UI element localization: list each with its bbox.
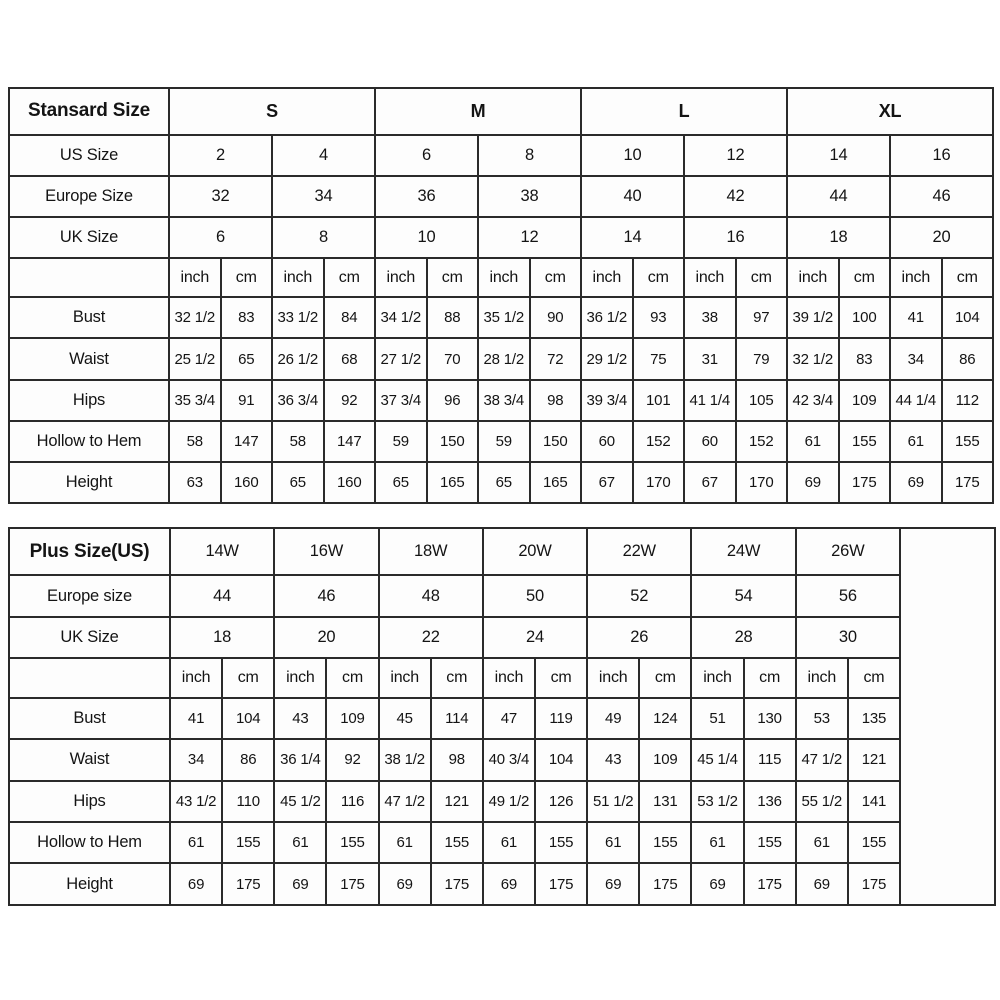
size-value-cell: 52 (587, 575, 691, 616)
measurement-value-cell: 31 (684, 338, 736, 379)
measurement-label: Bust (9, 698, 170, 739)
measurement-value-cell: 155 (744, 822, 796, 863)
size-value-cell: 30 (796, 617, 900, 658)
measurement-label: Hollow to Hem (9, 421, 169, 462)
table-corner-label: Stansard Size (9, 88, 169, 135)
measurement-value-cell: 96 (427, 380, 479, 421)
unit-header-inch: inch (379, 658, 431, 697)
measurement-value-cell: 26 1/2 (272, 338, 324, 379)
unit-header-inch: inch (170, 658, 222, 697)
measurement-value-cell: 32 1/2 (169, 297, 221, 338)
measurement-value-cell: 53 1/2 (691, 781, 743, 822)
measurement-value-cell: 61 (691, 822, 743, 863)
measurement-value-cell: 83 (221, 297, 273, 338)
measurement-value-cell: 75 (633, 338, 685, 379)
row-label: UK Size (9, 217, 169, 258)
measurement-value-cell: 53 (796, 698, 848, 739)
size-value-cell: 6 (169, 217, 272, 258)
measurement-value-cell: 61 (483, 822, 535, 863)
measurement-value-cell: 100 (839, 297, 891, 338)
measurement-value-cell: 65 (221, 338, 273, 379)
size-value-cell: 40 (581, 176, 684, 217)
measurement-value-cell: 147 (221, 421, 273, 462)
measurement-value-cell: 155 (535, 822, 587, 863)
table-corner-label: Plus Size(US) (9, 528, 170, 575)
measurement-value-cell: 65 (272, 462, 324, 503)
measurement-label: Height (9, 462, 169, 503)
row-label: UK Size (9, 617, 170, 658)
unit-header-inch: inch (787, 258, 839, 297)
size-group-header: S (169, 88, 375, 135)
size-value-cell: 14 (581, 217, 684, 258)
measurement-value-cell: 35 1/2 (478, 297, 530, 338)
measurement-value-cell: 112 (942, 380, 994, 421)
measurement-value-cell: 152 (633, 421, 685, 462)
measurement-value-cell: 175 (222, 863, 274, 905)
unit-header-inch: inch (169, 258, 221, 297)
measurement-value-cell: 36 3/4 (272, 380, 324, 421)
unit-header-cm: cm (222, 658, 274, 697)
measurement-value-cell: 150 (530, 421, 582, 462)
unit-header-cm: cm (221, 258, 273, 297)
size-group-header: 18W (379, 528, 483, 575)
size-group-header: 26W (796, 528, 900, 575)
size-value-cell: 20 (890, 217, 993, 258)
measurement-value-cell: 42 3/4 (787, 380, 839, 421)
size-value-cell: 8 (272, 217, 375, 258)
measurement-value-cell: 65 (478, 462, 530, 503)
unit-header-inch: inch (890, 258, 942, 297)
measurement-value-cell: 49 (587, 698, 639, 739)
measurement-label: Waist (9, 739, 170, 780)
measurement-value-cell: 104 (535, 739, 587, 780)
measurement-value-cell: 114 (431, 698, 483, 739)
measurement-value-cell: 63 (169, 462, 221, 503)
measurement-value-cell: 121 (848, 739, 900, 780)
measurement-value-cell: 97 (736, 297, 788, 338)
measurement-value-cell: 59 (478, 421, 530, 462)
size-value-cell: 46 (890, 176, 993, 217)
size-group-header: L (581, 88, 787, 135)
measurement-value-cell: 79 (736, 338, 788, 379)
measurement-value-cell: 49 1/2 (483, 781, 535, 822)
measurement-value-cell: 104 (942, 297, 994, 338)
size-value-cell: 28 (691, 617, 795, 658)
measurement-value-cell: 61 (796, 822, 848, 863)
measurement-value-cell: 51 1/2 (587, 781, 639, 822)
measurement-value-cell: 175 (535, 863, 587, 905)
measurement-value-cell: 165 (427, 462, 479, 503)
size-value-cell: 48 (379, 575, 483, 616)
measurement-value-cell: 35 3/4 (169, 380, 221, 421)
measurement-label: Height (9, 863, 170, 905)
measurement-value-cell: 84 (324, 297, 376, 338)
measurement-value-cell: 69 (274, 863, 326, 905)
measurement-value-cell: 38 3/4 (478, 380, 530, 421)
measurement-value-cell: 34 (890, 338, 942, 379)
measurement-value-cell: 92 (326, 739, 378, 780)
unit-header-cm: cm (848, 658, 900, 697)
size-value-cell: 12 (684, 135, 787, 176)
measurement-value-cell: 147 (324, 421, 376, 462)
measurement-value-cell: 34 (170, 739, 222, 780)
size-group-header: 22W (587, 528, 691, 575)
measurement-value-cell: 105 (736, 380, 788, 421)
unit-header-cm: cm (942, 258, 994, 297)
measurement-value-cell: 170 (633, 462, 685, 503)
measurement-value-cell: 59 (375, 421, 427, 462)
unit-header-inch: inch (274, 658, 326, 697)
measurement-value-cell: 136 (744, 781, 796, 822)
unit-header-inch: inch (375, 258, 427, 297)
measurement-value-cell: 34 1/2 (375, 297, 427, 338)
measurement-value-cell: 155 (222, 822, 274, 863)
measurement-value-cell: 175 (848, 863, 900, 905)
size-group-header: 16W (274, 528, 378, 575)
size-value-cell: 26 (587, 617, 691, 658)
unit-header-cm: cm (839, 258, 891, 297)
measurement-value-cell: 60 (684, 421, 736, 462)
measurement-value-cell: 37 3/4 (375, 380, 427, 421)
measurement-value-cell: 175 (639, 863, 691, 905)
measurement-value-cell: 39 3/4 (581, 380, 633, 421)
measurement-value-cell: 58 (272, 421, 324, 462)
unit-header-cm: cm (427, 258, 479, 297)
size-value-cell: 2 (169, 135, 272, 176)
measurement-value-cell: 175 (744, 863, 796, 905)
size-value-cell: 12 (478, 217, 581, 258)
size-value-cell: 10 (375, 217, 478, 258)
measurement-value-cell: 152 (736, 421, 788, 462)
measurement-value-cell: 141 (848, 781, 900, 822)
measurement-value-cell: 69 (890, 462, 942, 503)
measurement-value-cell: 70 (427, 338, 479, 379)
unit-header-inch: inch (796, 658, 848, 697)
measurement-value-cell: 41 (890, 297, 942, 338)
size-value-cell: 16 (684, 217, 787, 258)
unit-header-cm: cm (324, 258, 376, 297)
size-value-cell: 36 (375, 176, 478, 217)
measurement-value-cell: 55 1/2 (796, 781, 848, 822)
measurement-value-cell: 109 (839, 380, 891, 421)
measurement-value-cell: 104 (222, 698, 274, 739)
measurement-value-cell: 160 (221, 462, 273, 503)
measurement-label: Hips (9, 380, 169, 421)
size-value-cell: 50 (483, 575, 587, 616)
unit-header-inch: inch (483, 658, 535, 697)
measurement-value-cell: 67 (581, 462, 633, 503)
measurement-value-cell: 40 3/4 (483, 739, 535, 780)
size-value-cell: 46 (274, 575, 378, 616)
size-value-cell: 10 (581, 135, 684, 176)
size-value-cell: 44 (787, 176, 890, 217)
measurement-value-cell: 93 (633, 297, 685, 338)
measurement-value-cell: 45 1/4 (691, 739, 743, 780)
measurement-value-cell: 45 (379, 698, 431, 739)
measurement-value-cell: 155 (839, 421, 891, 462)
measurement-value-cell: 69 (796, 863, 848, 905)
measurement-value-cell: 110 (222, 781, 274, 822)
measurement-value-cell: 150 (427, 421, 479, 462)
size-value-cell: 34 (272, 176, 375, 217)
unit-header-cm: cm (639, 658, 691, 697)
blank-corner-cell (9, 658, 170, 697)
measurement-value-cell: 44 1/4 (890, 380, 942, 421)
unit-header-inch: inch (691, 658, 743, 697)
measurement-value-cell: 121 (431, 781, 483, 822)
size-value-cell: 22 (379, 617, 483, 658)
measurement-value-cell: 43 (587, 739, 639, 780)
measurement-value-cell: 43 (274, 698, 326, 739)
measurement-value-cell: 61 (587, 822, 639, 863)
measurement-value-cell: 116 (326, 781, 378, 822)
measurement-value-cell: 61 (787, 421, 839, 462)
row-label: Europe Size (9, 176, 169, 217)
measurement-value-cell: 69 (483, 863, 535, 905)
measurement-value-cell: 86 (222, 739, 274, 780)
measurement-value-cell: 28 1/2 (478, 338, 530, 379)
measurement-value-cell: 91 (221, 380, 273, 421)
unit-header-cm: cm (431, 658, 483, 697)
measurement-value-cell: 69 (787, 462, 839, 503)
measurement-value-cell: 68 (324, 338, 376, 379)
measurement-label: Hips (9, 781, 170, 822)
measurement-value-cell: 61 (274, 822, 326, 863)
measurement-value-cell: 27 1/2 (375, 338, 427, 379)
size-value-cell: 56 (796, 575, 900, 616)
measurement-value-cell: 175 (839, 462, 891, 503)
size-group-header: XL (787, 88, 993, 135)
measurement-value-cell: 160 (324, 462, 376, 503)
size-value-cell: 8 (478, 135, 581, 176)
measurement-value-cell: 88 (427, 297, 479, 338)
measurement-value-cell: 38 (684, 297, 736, 338)
unit-header-cm: cm (736, 258, 788, 297)
size-value-cell: 38 (478, 176, 581, 217)
plus-size-table (8, 527, 996, 906)
size-value-cell: 20 (274, 617, 378, 658)
measurement-value-cell: 115 (744, 739, 796, 780)
unit-header-inch: inch (272, 258, 324, 297)
measurement-label: Bust (9, 297, 169, 338)
measurement-value-cell: 175 (326, 863, 378, 905)
measurement-value-cell: 72 (530, 338, 582, 379)
measurement-value-cell: 124 (639, 698, 691, 739)
measurement-value-cell: 43 1/2 (170, 781, 222, 822)
row-label: Europe size (9, 575, 170, 616)
measurement-value-cell: 41 1/4 (684, 380, 736, 421)
measurement-value-cell: 83 (839, 338, 891, 379)
measurement-value-cell: 36 1/2 (581, 297, 633, 338)
measurement-value-cell: 69 (691, 863, 743, 905)
measurement-value-cell: 69 (170, 863, 222, 905)
unit-header-inch: inch (587, 658, 639, 697)
measurement-value-cell: 61 (890, 421, 942, 462)
measurement-value-cell: 47 1/2 (379, 781, 431, 822)
unit-header-inch: inch (581, 258, 633, 297)
measurement-value-cell: 155 (326, 822, 378, 863)
measurement-value-cell: 130 (744, 698, 796, 739)
measurement-value-cell: 109 (326, 698, 378, 739)
measurement-label: Hollow to Hem (9, 822, 170, 863)
measurement-value-cell: 61 (170, 822, 222, 863)
measurement-value-cell: 175 (942, 462, 994, 503)
measurement-value-cell: 36 1/4 (274, 739, 326, 780)
measurement-value-cell: 25 1/2 (169, 338, 221, 379)
measurement-value-cell: 69 (379, 863, 431, 905)
measurement-value-cell: 155 (431, 822, 483, 863)
measurement-value-cell: 65 (375, 462, 427, 503)
size-value-cell: 24 (483, 617, 587, 658)
row-label: US Size (9, 135, 169, 176)
unit-header-inch: inch (684, 258, 736, 297)
measurement-value-cell: 41 (170, 698, 222, 739)
size-value-cell: 18 (170, 617, 274, 658)
measurement-value-cell: 155 (848, 822, 900, 863)
measurement-value-cell: 39 1/2 (787, 297, 839, 338)
unit-header-cm: cm (535, 658, 587, 697)
blank-corner-cell (9, 258, 169, 297)
measurement-value-cell: 38 1/2 (379, 739, 431, 780)
size-group-header: M (375, 88, 581, 135)
size-value-cell: 14 (787, 135, 890, 176)
size-value-cell: 4 (272, 135, 375, 176)
measurement-value-cell: 69 (587, 863, 639, 905)
measurement-value-cell: 165 (530, 462, 582, 503)
unit-header-cm: cm (633, 258, 685, 297)
measurement-value-cell: 98 (431, 739, 483, 780)
size-value-cell: 44 (170, 575, 274, 616)
measurement-value-cell: 98 (530, 380, 582, 421)
measurement-value-cell: 109 (639, 739, 691, 780)
measurement-value-cell: 32 1/2 (787, 338, 839, 379)
measurement-value-cell: 155 (639, 822, 691, 863)
size-group-header: 14W (170, 528, 274, 575)
measurement-value-cell: 58 (169, 421, 221, 462)
size-value-cell: 32 (169, 176, 272, 217)
measurement-value-cell: 29 1/2 (581, 338, 633, 379)
measurement-value-cell: 45 1/2 (274, 781, 326, 822)
measurement-value-cell: 47 (483, 698, 535, 739)
measurement-value-cell: 33 1/2 (272, 297, 324, 338)
size-group-header: 20W (483, 528, 587, 575)
measurement-value-cell: 131 (639, 781, 691, 822)
measurement-value-cell: 61 (379, 822, 431, 863)
measurement-value-cell: 92 (324, 380, 376, 421)
measurement-value-cell: 51 (691, 698, 743, 739)
unit-header-cm: cm (530, 258, 582, 297)
measurement-value-cell: 155 (942, 421, 994, 462)
measurement-value-cell: 170 (736, 462, 788, 503)
size-value-cell: 54 (691, 575, 795, 616)
measurement-value-cell: 101 (633, 380, 685, 421)
measurement-value-cell: 126 (535, 781, 587, 822)
empty-filler-cell (900, 528, 995, 905)
measurement-value-cell: 86 (942, 338, 994, 379)
measurement-value-cell: 60 (581, 421, 633, 462)
measurement-value-cell: 47 1/2 (796, 739, 848, 780)
measurement-value-cell: 135 (848, 698, 900, 739)
standard-size-table (8, 87, 994, 504)
unit-header-cm: cm (326, 658, 378, 697)
size-value-cell: 6 (375, 135, 478, 176)
size-value-cell: 18 (787, 217, 890, 258)
size-value-cell: 42 (684, 176, 787, 217)
measurement-label: Waist (9, 338, 169, 379)
unit-header-cm: cm (744, 658, 796, 697)
unit-header-inch: inch (478, 258, 530, 297)
size-group-header: 24W (691, 528, 795, 575)
measurement-value-cell: 175 (431, 863, 483, 905)
size-value-cell: 16 (890, 135, 993, 176)
measurement-value-cell: 67 (684, 462, 736, 503)
measurement-value-cell: 119 (535, 698, 587, 739)
measurement-value-cell: 90 (530, 297, 582, 338)
